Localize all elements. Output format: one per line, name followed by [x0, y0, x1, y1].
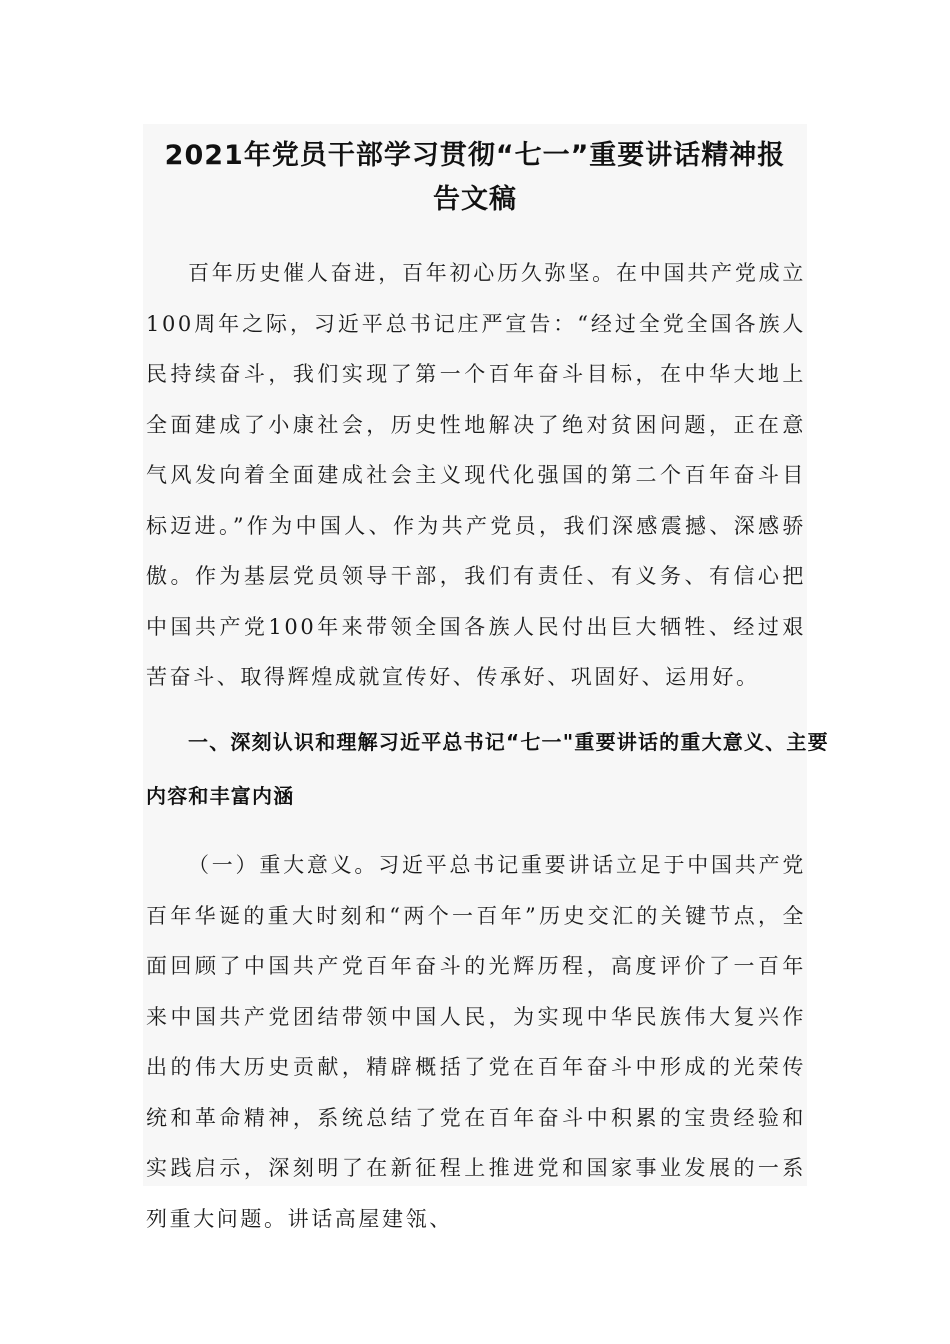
section-1-heading: 一、深刻认识和理解习近平总书记“七一"重要讲话的重大意义、主要内容和丰富内涵 [146, 730, 829, 808]
title-line-1: 2021年党员干部学习贯彻“七一”重要讲话精神报 [164, 140, 786, 171]
document-title [143, 134, 807, 222]
section-1-paragraph-1: （一）重大意义。习近平总书记重要讲话立足于中国共产党百年华诞的重大时刻和“两个一百年”历史交汇的关键节点，全面回顾了中国共产党百年奋斗的光辉历程，高度评价了一百年来中国共产党团结带领中国人民，为实现中华民族伟大复兴作出的伟大历史贡献，精辟概括了党在百年奋斗中形成的光荣传统和革命精神，系统总结了党在百年奋斗中积累的宝贵经验和实践启示，深刻明了在新征程上推进党和国家事业发展的一系列重大问题。讲话高屋建瓴、 [146, 853, 806, 1231]
intro-paragraph: 百年历史催人奋进，百年初心历久弥坚。在中国共产党成立100周年之际，习近平总书记庄严宣告：“经过全党全国各族人民持续奋斗，我们实现了第一个百年奋斗目标，在中华大地上全面建成了小康社会，历史性地解决了绝对贫困问题，正在意气风发向着全面建成社会主义现代化强国的第二个百年奋斗目标迈进。”作为中国人、作为共产党员，我们深感震撼、深感骄傲。作为基层党员领导干部，我们有责任、有义务、有信心把中国共产党100年来带领全国各族人民付出巨大牺牲、经过艰苦奋斗、取得辉煌成就宣传好、传承好、巩固好、运用好。 [146, 261, 806, 689]
title-line-2: 告文稿 [433, 184, 517, 215]
